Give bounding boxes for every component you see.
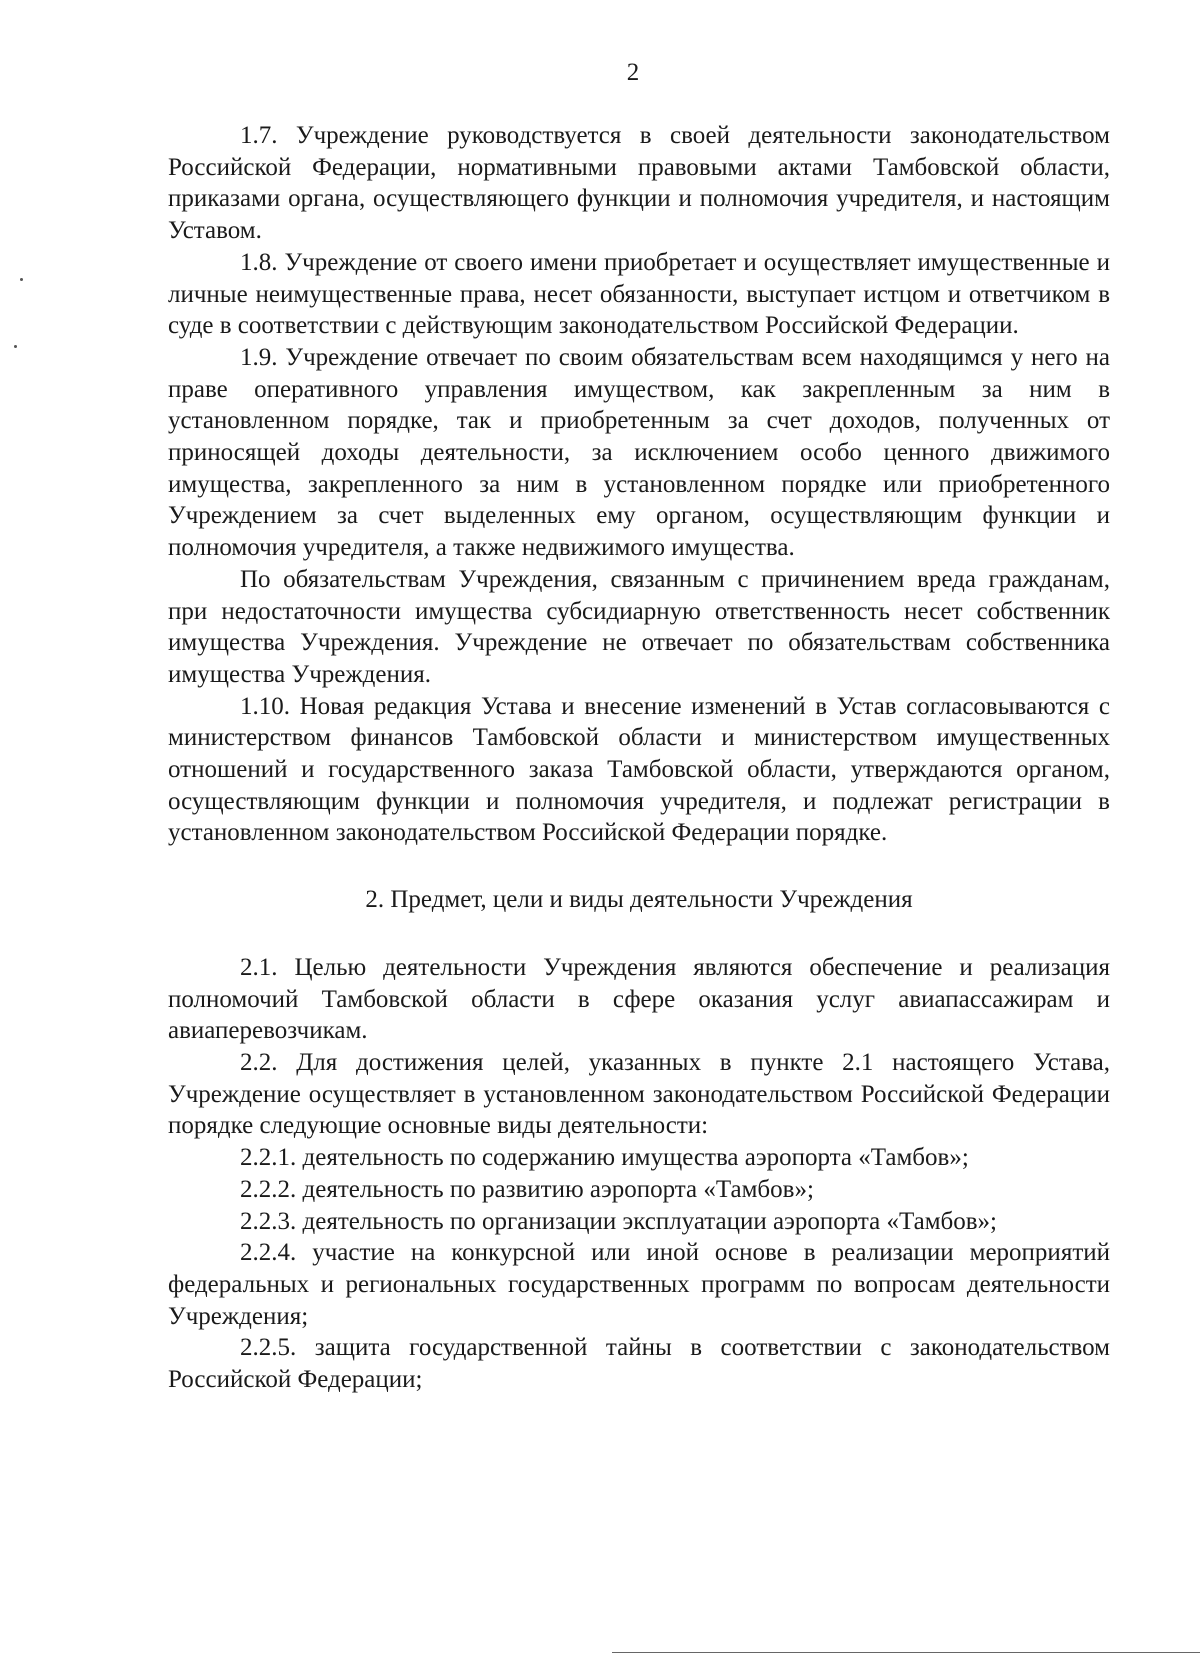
paragraph-2-2-4: 2.2.4. участие на конкурсной или иной основе в реализации мероприятий федеральных и региональных государственных программ по вопросам деятельности Учреждения; <box>168 1239 1110 1330</box>
scan-speck <box>20 278 23 281</box>
paragraph-2-2: 2.2. Для достижения целей, указанных в пункте 2.1 настоящего Устава, Учреждение осуществляет в установленном законодательством Российской Федерации порядке следующие основные виды деятельности: <box>168 1048 1110 1140</box>
paragraph-1-7: 1.7. Учреждение руководствуется в своей деятельности законодательством Российской Федерации, нормативными правовыми актами Тамбовской области, приказами органа, осуществляющего функции и полномочия учредителя, и настоящим Уставом. <box>168 122 1110 245</box>
section-heading: 2. Предмет, цели и виды деятельности Учреждения <box>365 886 913 914</box>
paragraph-2-1: 2.1. Целью деятельности Учреждения являются обеспечение и реализация полномочий Тамбовской области в сфере оказания услуг авиапассажирам и авиаперевозчикам. <box>168 953 1110 1045</box>
paragraph-2-2-1: 2.2.1. деятельность по содержанию имущества аэропорта «Тамбов»; <box>240 1144 969 1172</box>
paragraph-1-10: 1.10. Новая редакция Устава и внесение изменений в Устав согласовываются с министерством финансов Тамбовской области и министерством имущественных отношений и государственного заказа Тамбовской области, утверждаются органом, осуществляющим функции и полномочия учредителя, и подлежат регистрации в установленном законодательством Российской Федерации порядке. <box>168 692 1110 847</box>
paragraph-2-2-5: 2.2.5. защита государственной тайны в соответствии с законодательством Российской Федерации; <box>168 1334 1110 1394</box>
footer-rule <box>612 1652 1200 1653</box>
paragraph-2-2-2: 2.2.2. деятельность по развитию аэропорта «Тамбов»; <box>240 1175 814 1203</box>
paragraph-obligations: По обязательствам Учреждения, связанным с причинением вреда гражданам, при недостаточности имущества субсидиарную ответственность несет собственник имущества Учреждения. Учреждение не отвечает по обязательствам собственника имущества Учреждения. <box>168 565 1110 688</box>
scan-speck <box>14 345 17 348</box>
document-body <box>168 120 1110 1396</box>
paragraph-1-8: 1.8. Учреждение от своего имени приобретает и осуществляет имущественные и личные неимущественные права, несет обязанности, выступает истцом и ответчиком в суде в соответствии с действующим законодательством Российской Федерации. <box>168 248 1110 340</box>
paragraph-1-9: 1.9. Учреждение отвечает по своим обязательствам всем находящимся у него на праве оперативного управления имуществом, как закрепленным за ним в установленном порядке, так и приобретенным за счет доходов, полученных от приносящей доходы деятельности, за исключением особо ценного движимого имущества, закрепленного за ним в установленном порядке или приобретенного Учреждением за счет выделенных ему органом, осуществляющим функции и полномочия учредителя, а также недвижимого имущества. <box>168 343 1110 562</box>
page-number: 2 <box>626 59 640 86</box>
paragraph-2-2-3: 2.2.3. деятельность по организации эксплуатации аэропорта «Тамбов»; <box>240 1207 998 1235</box>
